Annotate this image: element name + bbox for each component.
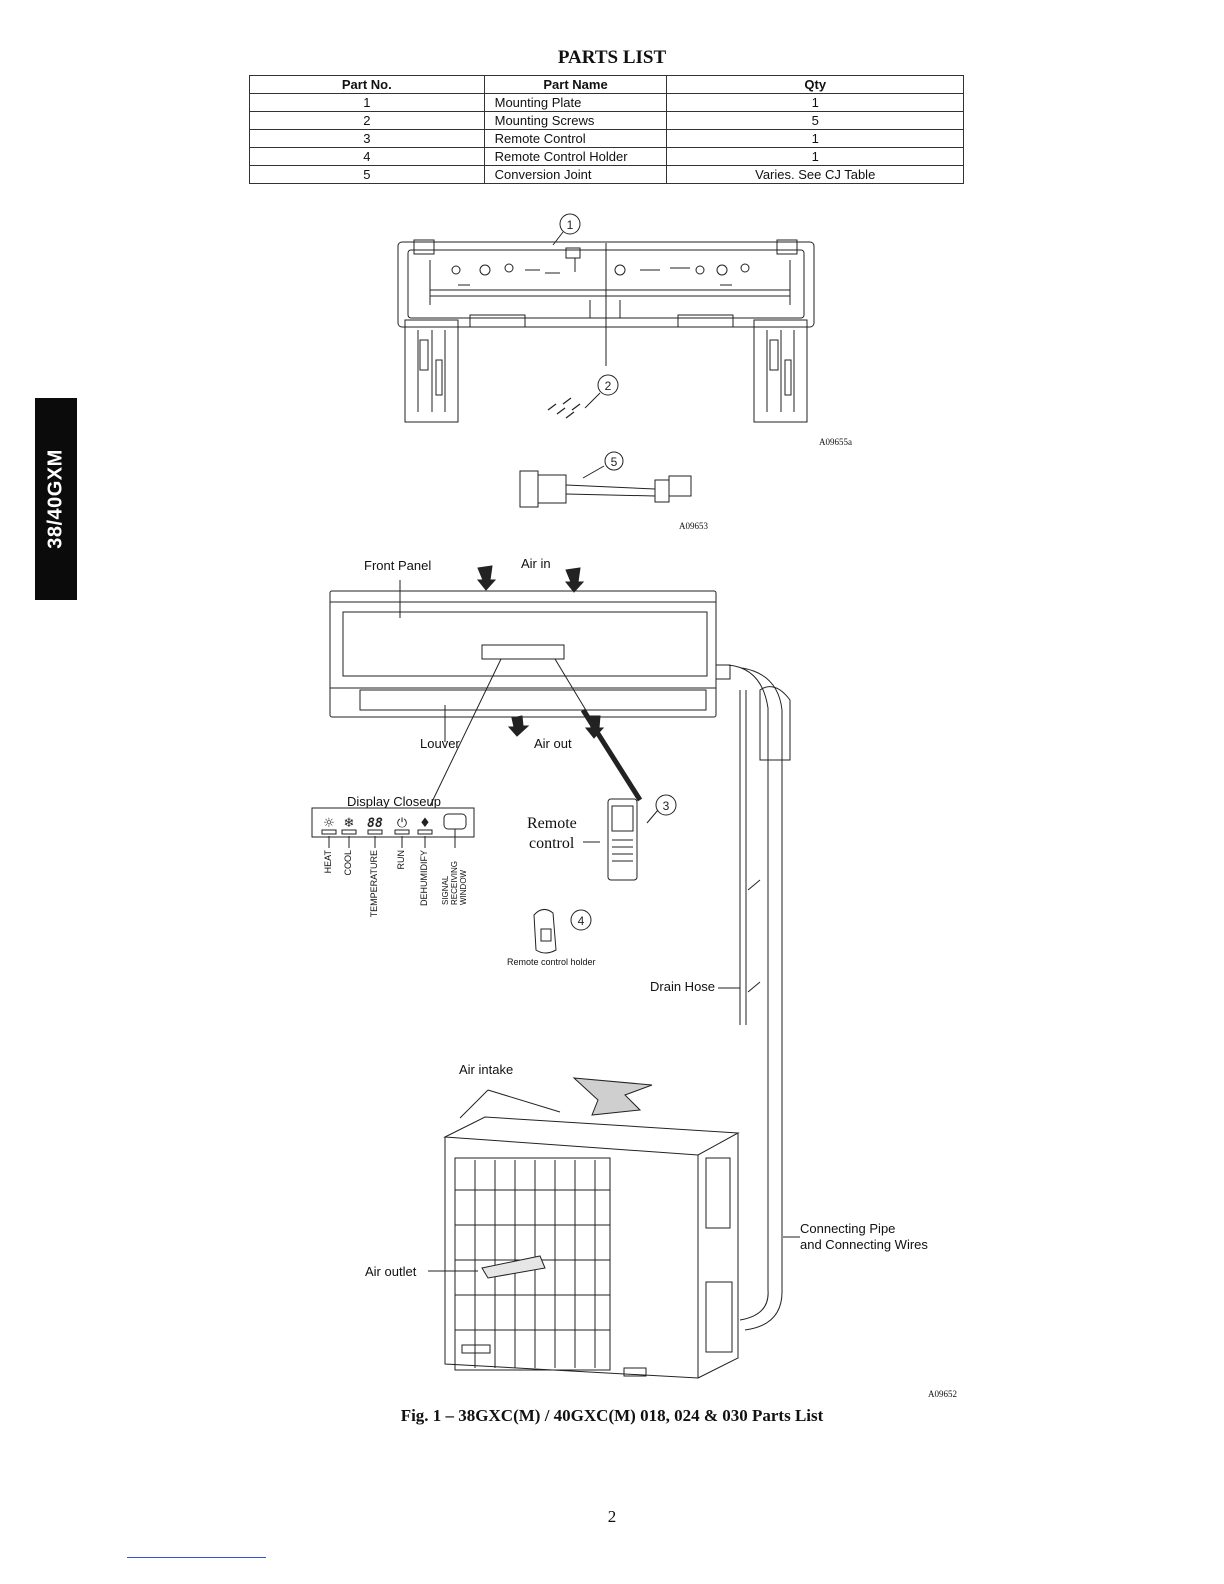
callout-4-number: 4: [577, 914, 585, 928]
cell-part-no: 1: [250, 94, 485, 112]
cell-part-name: Remote Control: [484, 130, 667, 148]
remote-label-line1: Remote: [527, 815, 577, 832]
drain-hose-label: Drain Hose: [650, 979, 716, 994]
callout-5-number: 5: [610, 455, 618, 469]
air-intake-label: Air intake: [459, 1062, 514, 1077]
cell-qty: Varies. See CJ Table: [667, 166, 964, 184]
temperature-digits: 88: [367, 816, 383, 831]
display-icons: [323, 816, 431, 831]
remote-holder-label: Remote control holder: [507, 957, 596, 967]
mounting-plate-drawing: [398, 232, 814, 422]
sun-icon: ☼: [323, 816, 335, 831]
snowflake-icon: ❄: [343, 816, 355, 831]
cell-part-no: 3: [250, 130, 485, 148]
cell-part-no: 4: [250, 148, 485, 166]
callout-2-number: 2: [604, 379, 612, 393]
cell-part-name: Conversion Joint: [484, 166, 667, 184]
callout-1-number: 1: [566, 218, 574, 232]
indicator-cool-label: COOL: [343, 850, 353, 876]
cell-part-name: Mounting Screws: [484, 112, 667, 130]
connecting-piping-drawing: [718, 665, 800, 1330]
remote-label-line2: control: [529, 835, 575, 852]
cell-qty: 1: [667, 148, 964, 166]
connecting-pipe-label-line2: and Connecting Wires: [800, 1237, 928, 1252]
page-title: PARTS LIST: [557, 47, 667, 68]
air-outlet-label: Air outlet: [365, 1264, 417, 1279]
cell-part-name: Mounting Plate: [484, 94, 667, 112]
indoor-unit-drawing: [330, 580, 730, 742]
page-number: 2: [607, 1507, 617, 1526]
air-out-label: Air out: [534, 736, 572, 751]
front-panel-label: Front Panel: [364, 558, 432, 573]
cell-part-no: 2: [250, 112, 485, 130]
indicator-temperature-label: TEMPERATURE: [369, 850, 379, 918]
remote-holder-drawing: [534, 909, 556, 953]
figure-code-a09652: A09652: [928, 1389, 957, 1399]
figure-code-a09655a: A09655a: [819, 437, 852, 447]
display-closeup-drawing: [312, 808, 474, 848]
cell-part-no: 5: [250, 166, 485, 184]
display-closeup-label: Display Closeup: [347, 794, 441, 809]
figure-caption: Fig. 1 – 38GXC(M) / 40GXC(M) 018, 024 & 030 Parts List: [400, 1406, 824, 1425]
header-qty: Qty: [667, 76, 964, 94]
header-part-no: Part No.: [250, 76, 485, 94]
louver-label: Louver: [420, 736, 460, 751]
indicator-heat-label: HEAT: [323, 850, 333, 874]
conversion-joint-drawing: [520, 471, 691, 507]
side-tab-label: 38/40GXM: [44, 449, 67, 549]
cell-qty: 1: [667, 94, 964, 112]
connecting-pipe-label-line1: Connecting Pipe: [800, 1221, 896, 1236]
droplet-icon: ♦: [419, 816, 431, 831]
indicator-run-label: RUN: [396, 850, 406, 870]
footer-rule: [127, 1557, 266, 1558]
outdoor-unit-drawing: [428, 1078, 738, 1378]
indicator-signal-window-label: SIGNAL RECEIVING WINDOW: [441, 860, 468, 905]
cell-qty: 5: [667, 112, 964, 130]
callout-numbers: [567, 218, 670, 928]
cell-qty: 1: [667, 130, 964, 148]
air-in-label: Air in: [521, 556, 551, 571]
header-part-name: Part Name: [484, 76, 667, 94]
callout-3-number: 3: [662, 799, 670, 813]
indicator-dehumidify-label: DEHUMIDIFY: [419, 850, 429, 906]
figure-code-a09653: A09653: [679, 521, 708, 531]
remote-control-drawing: [583, 799, 637, 880]
screws-drawing: [548, 398, 580, 418]
power-icon: ⏻: [396, 816, 408, 831]
cell-part-name: Remote Control Holder: [484, 148, 667, 166]
